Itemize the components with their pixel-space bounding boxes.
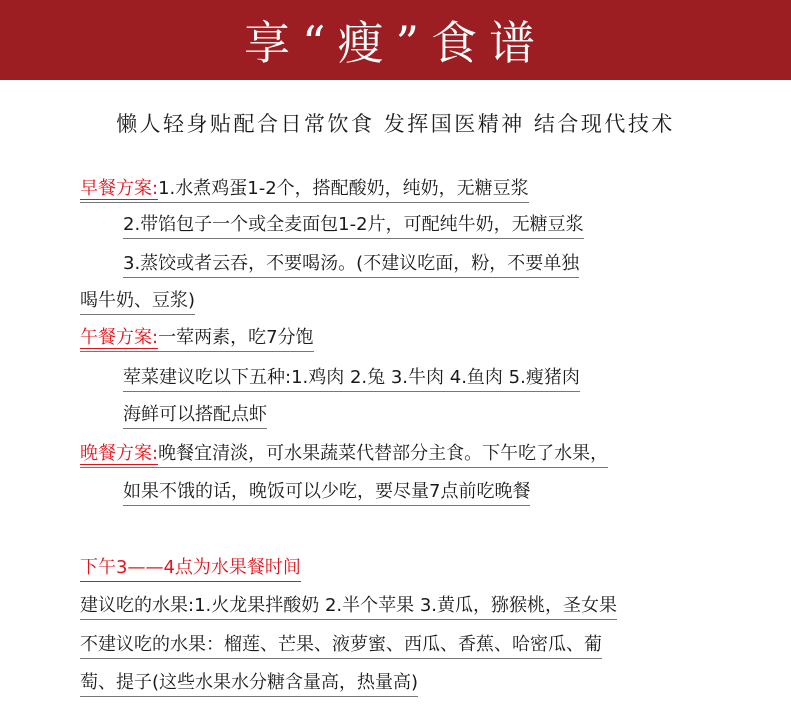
- lunch-text-1: 一荤两素，吃7分饱: [158, 327, 314, 348]
- dinner-text-2: 如果不饿的话，晚饭可以少吃，要尽量7点前吃晚餐: [123, 479, 530, 506]
- breakfast-item-3: 3.蒸饺或者云吞，不要喝汤。(不建议吃面，粉，不要单独: [123, 251, 579, 278]
- title-banner: [0, 0, 791, 80]
- dinner-text-1: 晚餐宜清淡，可水果蔬菜代替部分主食。下午吃了水果，: [158, 443, 609, 464]
- breakfast-item-1: 1.水煮鸡蛋1-2个，搭配酸奶，纯奶，无糖豆浆: [158, 178, 529, 199]
- fruit-heading: 下午3——4点为水果餐时间: [80, 555, 301, 582]
- fruit-not-recommended-cont: 萄、提子(这些水果水分糖含量高，热量高): [80, 670, 418, 697]
- dinner-line-1: [80, 441, 608, 468]
- fruit-not-recommended: 不建议吃的水果：榴莲、芒果、液萝蜜、西瓜、香蕉、哈密瓜、葡: [80, 632, 602, 659]
- lunch-label: 午餐方案:: [80, 327, 159, 348]
- breakfast-label: 早餐方案:: [80, 178, 159, 199]
- lunch-text-2: 荤菜建议吃以下五种:1.鸡肉 2.兔 3.牛肉 4.鱼肉 5.瘦猪肉: [123, 365, 580, 392]
- page-title: 享“瘦”食谱: [243, 16, 548, 70]
- fruit-recommended: 建议吃的水果:1.火龙果拌酸奶 2.半个苹果 3.黄瓜，猕猴桃，圣女果: [80, 593, 617, 620]
- lunch-line-1: [80, 325, 314, 352]
- breakfast-item-2: 2.带馅包子一个或全麦面包1-2片，可配纯牛奶，无糖豆浆: [123, 212, 584, 239]
- breakfast-item-3-cont: 喝牛奶、豆浆): [80, 288, 195, 315]
- lunch-text-3: 海鲜可以搭配点虾: [123, 402, 267, 429]
- breakfast-line-1: [80, 176, 529, 203]
- dinner-label: 晚餐方案:: [80, 443, 159, 464]
- subtitle: 懒人轻身贴配合日常饮食 发挥国医精神 结合现代技术: [116, 112, 675, 136]
